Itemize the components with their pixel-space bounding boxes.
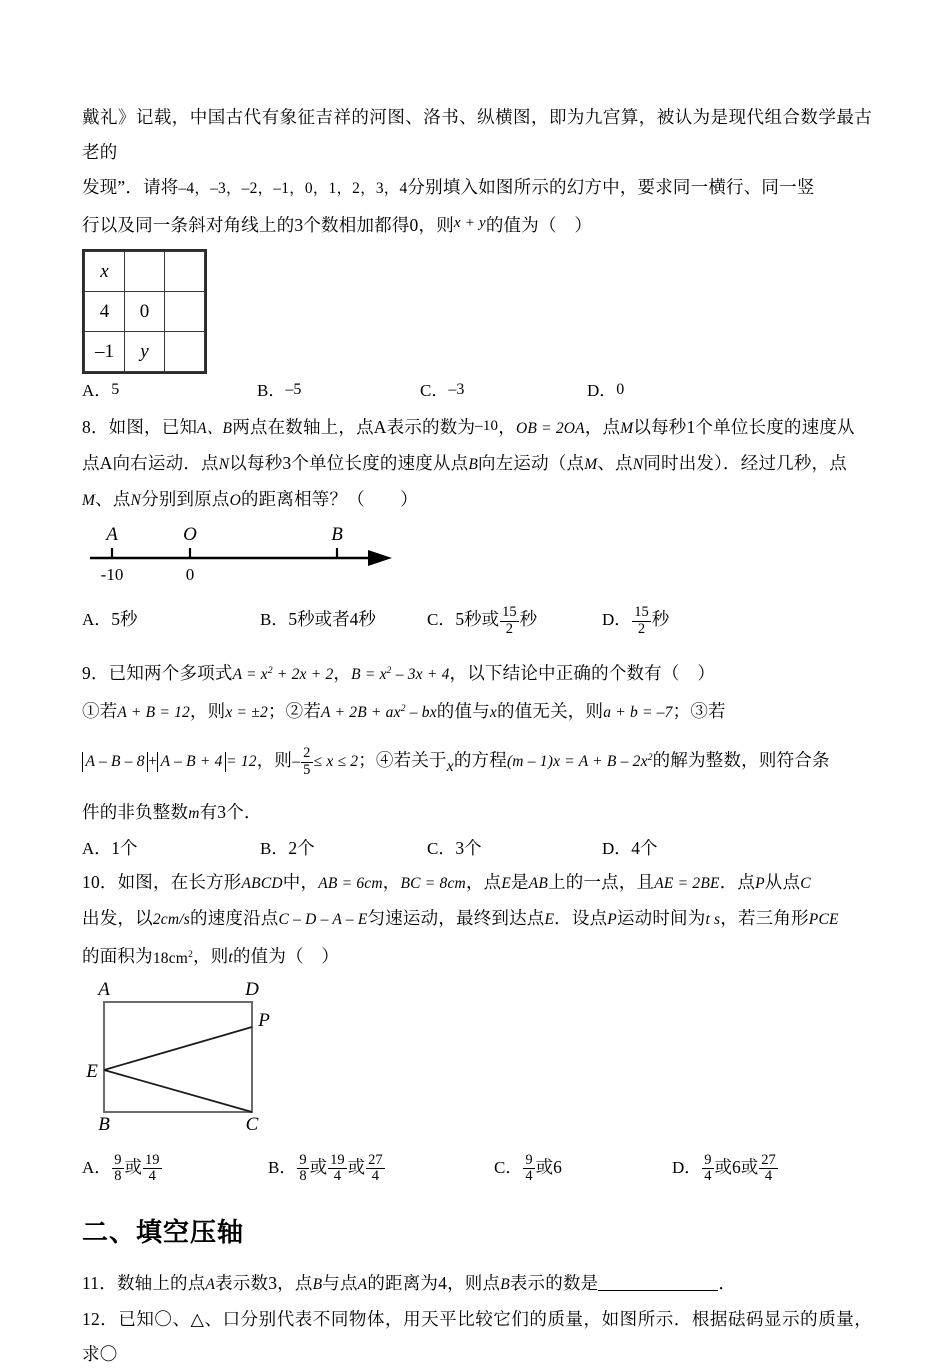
q9-item4-line2-b: 有3个． bbox=[199, 802, 262, 823]
q7-choice-c[interactable] bbox=[420, 373, 464, 408]
q8-choice-d[interactable] bbox=[602, 596, 669, 643]
q9-item2-mid2: 的值无关，则 bbox=[497, 701, 604, 722]
q8-line-2-d: 、点 bbox=[597, 453, 633, 473]
q7-choice-b-label: B． bbox=[257, 381, 286, 400]
q8-point-m: M bbox=[620, 420, 634, 437]
q8-point-m3: M bbox=[82, 492, 96, 509]
q9-item3-negative-sign: – bbox=[292, 753, 301, 771]
rect-label-d: D bbox=[245, 979, 259, 1000]
magic-square-border bbox=[82, 249, 207, 374]
q7-line-2-suffix: 分别填入如图所示的幻方中，要求同一横行、同一竖 bbox=[407, 177, 815, 197]
q8-line-3-b: 、点 bbox=[95, 489, 131, 509]
q10-line-1-g: ．点 bbox=[719, 872, 756, 893]
q9-item2-var-x: x bbox=[489, 704, 497, 722]
numberline-value-zero: 0 bbox=[185, 565, 195, 584]
q11-text-a: 数轴上的点 bbox=[116, 1272, 206, 1293]
q9-item1-solution: x = ±2 bbox=[225, 704, 268, 722]
q10-choice-b-label: B． bbox=[268, 1157, 297, 1177]
q10-time-t: t s bbox=[705, 911, 721, 929]
q10-choice-c-text: 或6 bbox=[535, 1156, 562, 1177]
q10-path: C – D – A – E bbox=[278, 911, 368, 929]
numberline-label-a: A bbox=[106, 524, 118, 545]
q11-point-a2: A bbox=[357, 1275, 368, 1293]
q12-line bbox=[82, 1302, 872, 1372]
q9-item3-range: ≤ x ≤ 2 bbox=[313, 753, 359, 771]
rect-label-c: C bbox=[245, 1113, 259, 1135]
q9-item1-prefix: ①若 bbox=[82, 701, 118, 722]
q11-text-d: 的距离为4，则点 bbox=[367, 1272, 501, 1293]
q10-triangle-pce: PCE bbox=[808, 911, 839, 929]
q10-a-f2-den: 4 bbox=[143, 1168, 162, 1185]
q9-item2-eq-part1: A + 2B + ax bbox=[321, 704, 401, 722]
q12-text: 已知〇、△、口分别代表不同物体，用天平比较它们的质量，如图所示．根据砝码显示的质量，求〇 bbox=[82, 1308, 872, 1364]
q7-magic-square-figure bbox=[82, 243, 872, 373]
q9-item3-abs-2: A – B + 4 bbox=[157, 752, 226, 771]
q9-item4-suffix: 的解为整数，则符合条 bbox=[652, 750, 830, 771]
q9-items-line-1 bbox=[82, 692, 872, 730]
q9-item2-expression bbox=[321, 704, 437, 721]
q8-choice-c-fraction bbox=[500, 605, 519, 637]
q8-number: 8． bbox=[82, 417, 109, 437]
q9-choice-d[interactable] bbox=[602, 831, 658, 866]
q10-area-value bbox=[153, 950, 193, 967]
q9-poly-a-exp: 2 bbox=[267, 666, 273, 676]
q8-line-3-d: 的距离相等？（ ） bbox=[240, 489, 418, 509]
q10-var-t: t bbox=[228, 949, 233, 967]
q10-line-3 bbox=[82, 937, 872, 975]
q8-value-neg10: –10 bbox=[475, 418, 499, 434]
q8-point-b: B bbox=[468, 456, 479, 473]
q9-item3-suffix: ； bbox=[358, 750, 376, 771]
q8-choice-b-label: B． bbox=[260, 610, 289, 629]
q7-choice-a-label: A． bbox=[82, 381, 112, 400]
q7-choice-d[interactable] bbox=[587, 373, 624, 408]
q10-c-f1-num: 9 bbox=[525, 1151, 533, 1168]
magic-square-row bbox=[85, 332, 205, 372]
q8-line-3-c: 分别到原点 bbox=[141, 489, 230, 509]
magic-square-row bbox=[85, 292, 205, 332]
rect-label-p: P bbox=[258, 1009, 270, 1031]
q10-choice-a-conj-1: 或 bbox=[124, 1156, 143, 1177]
q9-item3-frac-den: 5 bbox=[303, 762, 311, 778]
q9-choice-c[interactable] bbox=[427, 831, 482, 866]
section-2-heading: 二、填空压轴 bbox=[82, 1216, 245, 1247]
q10-relation-ae: AE = 2BE bbox=[654, 875, 720, 893]
q11-point-b2: B bbox=[500, 1275, 510, 1293]
q9-choice-a[interactable] bbox=[82, 831, 138, 866]
q9-item2-mid1: 的值与 bbox=[436, 701, 490, 722]
q9-item3-fraction bbox=[301, 746, 312, 778]
q9-item1-suffix: ； bbox=[267, 701, 286, 722]
q8-point-n: N bbox=[218, 456, 230, 473]
q11-answer-blank[interactable] bbox=[598, 1272, 718, 1291]
q7-choice-b[interactable] bbox=[257, 373, 301, 408]
q8-point-o: O bbox=[229, 492, 241, 509]
q9-choice-d-value: 4个 bbox=[631, 838, 658, 859]
q8-choice-a[interactable] bbox=[82, 596, 138, 643]
q8-line-2-a: 点A向右运动．点 bbox=[82, 453, 219, 473]
magic-cell-r3c1: –1 bbox=[85, 332, 125, 372]
q7-choice-a-value: 5 bbox=[111, 381, 120, 398]
q9-choice-c-value: 3个 bbox=[455, 838, 482, 859]
q8-line-1-d: ，点 bbox=[584, 417, 621, 437]
q10-d-f2-num: 27 bbox=[761, 1151, 776, 1168]
q10-choice-b-conj-2: 或 bbox=[347, 1156, 366, 1177]
q9-item3-frac-num: 2 bbox=[303, 745, 311, 762]
q10-line-3-a: 的面积为 bbox=[82, 946, 153, 967]
q9-poly-a-part2: + 2x + 2 bbox=[272, 666, 334, 684]
q9-item2-exp: 2 bbox=[400, 704, 406, 715]
q8-line-1 bbox=[82, 409, 872, 446]
q10-b-f1-num: 9 bbox=[299, 1151, 307, 1168]
magic-square-row bbox=[85, 252, 205, 292]
q8-line-3 bbox=[82, 482, 872, 518]
q10-line-1-f: 上的一点，且 bbox=[548, 872, 655, 893]
rectangle-svg bbox=[82, 980, 382, 1140]
q10-line-2-c: 匀速运动，最终到达点 bbox=[367, 908, 545, 929]
q10-d-f1-num: 9 bbox=[704, 1151, 712, 1168]
numberline-label-b: B bbox=[331, 524, 343, 545]
q10-line-1-b: 中， bbox=[282, 872, 319, 893]
q10-choice-b-frac-1 bbox=[297, 1153, 308, 1185]
q10-choice-d-frac-2 bbox=[759, 1153, 778, 1185]
q9-item3-abs-1: A – B – 8 bbox=[82, 752, 148, 771]
question-9-block bbox=[82, 654, 872, 865]
q7-line-3-suffix: 的值为（ ） bbox=[485, 215, 593, 235]
q7-line-3 bbox=[82, 206, 872, 243]
q8-line-1-e: 以每秒1个单位长度的速度从 bbox=[633, 417, 855, 437]
q10-line-2-b: 的速度沿点 bbox=[189, 908, 279, 929]
q10-moving-point-p: P bbox=[607, 911, 617, 929]
segment-ep bbox=[104, 1027, 252, 1070]
q9-item3-plus: + bbox=[148, 753, 158, 771]
q10-line-1-e: 是 bbox=[511, 872, 529, 893]
q10-segment-ab: AB bbox=[528, 875, 549, 893]
q11-text-f: ． bbox=[718, 1272, 737, 1293]
q8-choice-b-value: 5秒或者4秒 bbox=[288, 609, 376, 629]
q12-number: 12． bbox=[82, 1308, 119, 1329]
q8-line-1-b: 两点在数轴上，点A表示的数为 bbox=[232, 417, 476, 437]
document-content bbox=[82, 100, 872, 1372]
q11-text-b: 表示数3，点 bbox=[215, 1272, 313, 1293]
q11-point-a: A bbox=[205, 1275, 216, 1293]
q10-choice-b-frac-2 bbox=[328, 1153, 347, 1185]
q10-line-1-d: ，点 bbox=[465, 872, 502, 893]
q10-b-f3-den: 4 bbox=[366, 1168, 385, 1185]
q10-line-2-a: 出发，以 bbox=[82, 908, 153, 929]
rectangle-abcd bbox=[104, 1002, 252, 1112]
q9-item4-equation bbox=[507, 753, 653, 770]
q8-choice-c-prefix: 5秒或 bbox=[455, 609, 500, 629]
q10-point-e: E bbox=[501, 875, 512, 893]
q9-item4-prefix: ④若关于 bbox=[375, 750, 447, 771]
q8-choice-c-label: C． bbox=[427, 610, 456, 629]
q8-point-n3: N bbox=[130, 492, 142, 509]
segment-ec bbox=[104, 1070, 252, 1112]
q10-choice-c-frac-1 bbox=[523, 1153, 534, 1185]
rect-label-a: A bbox=[98, 979, 110, 1000]
q10-choice-b[interactable] bbox=[268, 1144, 386, 1191]
q10-point-p: P bbox=[755, 875, 765, 893]
q10-speed: 2cm/s bbox=[152, 911, 190, 929]
q10-b-f1-den: 8 bbox=[299, 1168, 307, 1185]
q8-line-2-e: 同时出发）．经过几秒，点 bbox=[643, 453, 847, 473]
q9-poly-b-part1: B = x bbox=[351, 666, 387, 684]
q9-line-1 bbox=[82, 654, 872, 692]
q10-rect-name: ABCD bbox=[241, 875, 283, 893]
q8-choices bbox=[82, 596, 872, 646]
q9-items-line-2 bbox=[82, 730, 872, 795]
q10-end-point-e: E bbox=[544, 911, 555, 929]
q10-point-c: C bbox=[800, 875, 811, 893]
q8-choice-b[interactable] bbox=[260, 596, 376, 643]
q10-line-1-h: 从点 bbox=[764, 872, 801, 893]
q9-choice-a-value: 1个 bbox=[111, 838, 138, 859]
q7-choice-b-value: –5 bbox=[285, 381, 302, 398]
q9-item4-mid: 的方程 bbox=[453, 750, 507, 771]
q8-choice-a-value: 5秒 bbox=[111, 609, 138, 629]
q9-items-line-3 bbox=[82, 795, 872, 831]
q10-measure-bc: BC = 8cm bbox=[400, 875, 466, 893]
q10-choice-a-frac-2 bbox=[143, 1153, 162, 1185]
q7-expression-xy: x + y bbox=[453, 215, 486, 231]
q8-choice-d-suffix: 秒 bbox=[651, 609, 670, 629]
q8-numberline-figure bbox=[82, 518, 872, 596]
numberline-label-o: O bbox=[183, 524, 197, 545]
q10-b-f3-num: 27 bbox=[368, 1151, 383, 1168]
q9-choice-d-label: D． bbox=[602, 839, 632, 859]
question-8-block bbox=[82, 409, 872, 646]
q9-item2-result: a + b = –7 bbox=[603, 704, 673, 722]
q9-item2-prefix: ②若 bbox=[285, 701, 322, 722]
magic-cell-r3c3 bbox=[165, 332, 205, 372]
q8-equation-ob: OB = 2OA bbox=[515, 420, 585, 437]
q8-line-2 bbox=[82, 446, 872, 482]
q10-number: 10． bbox=[82, 872, 118, 893]
q10-area-number: 18cm bbox=[152, 949, 189, 967]
q7-number-list: –4，–3，–2，–1，0，1，2，3，4 bbox=[178, 180, 408, 197]
q7-line-1 bbox=[82, 100, 872, 170]
q9-item1-mid: ，则 bbox=[189, 701, 226, 722]
q7-choice-a[interactable] bbox=[82, 373, 119, 408]
q9-poly-a-part1: A = x bbox=[232, 666, 268, 684]
q10-line-2-f: ，若三角形 bbox=[720, 908, 809, 929]
q9-item4-var-x: x bbox=[446, 758, 454, 776]
q10-line-2-e: 运动时间为 bbox=[616, 908, 706, 929]
q9-poly-b bbox=[351, 666, 449, 683]
q10-line-3-b: ，则 bbox=[193, 946, 229, 967]
magic-cell-r3c2: y bbox=[125, 332, 165, 372]
magic-cell-r1c3 bbox=[165, 252, 205, 292]
q10-choice-c[interactable] bbox=[494, 1144, 562, 1191]
q10-choice-d-frac-1 bbox=[702, 1153, 713, 1185]
q10-line-1-a: 如图，在长方形 bbox=[117, 872, 242, 893]
q10-a-f2-num: 19 bbox=[145, 1151, 160, 1168]
q8-choice-c-frac-den: 2 bbox=[500, 621, 519, 638]
q10-measure-ab: AB = 6cm bbox=[318, 875, 383, 893]
q8-choice-c-suffix: 秒 bbox=[519, 609, 538, 629]
q8-choice-d-frac-num: 15 bbox=[634, 603, 649, 620]
numberline-value-neg10: -10 bbox=[100, 565, 124, 584]
q9-number: 9． bbox=[82, 663, 109, 684]
q8-points-ab: A、B bbox=[197, 420, 233, 437]
q11-text-c: 与点 bbox=[322, 1272, 358, 1293]
rect-label-b: B bbox=[98, 1113, 110, 1135]
q9-item4-var-m: m bbox=[188, 805, 200, 823]
numberline-arrow-icon bbox=[368, 550, 392, 566]
q7-choice-c-value: –3 bbox=[448, 381, 465, 398]
magic-cell-r1c2 bbox=[125, 252, 165, 292]
q10-line-3-c: 的值为（ ） bbox=[232, 946, 340, 967]
magic-cell-r2c3 bbox=[165, 292, 205, 332]
magic-square-table bbox=[84, 251, 205, 372]
q10-line-2-d: ．设点 bbox=[554, 908, 608, 929]
q10-a-f1-num: 9 bbox=[114, 1151, 122, 1168]
q7-choice-c-label: C． bbox=[420, 381, 449, 400]
q10-rectangle-figure bbox=[82, 976, 872, 1144]
q10-area-exp: 2 bbox=[188, 949, 194, 960]
q10-choice-a-label: A． bbox=[82, 1157, 112, 1177]
q8-choice-d-frac-den: 2 bbox=[632, 621, 651, 638]
q9-item3-equals: = 12 bbox=[226, 753, 257, 771]
q7-choices bbox=[82, 373, 872, 409]
q10-d-f2-den: 4 bbox=[759, 1168, 778, 1185]
q9-item2-suffix: ； bbox=[672, 701, 691, 722]
q7-line-2 bbox=[82, 170, 872, 206]
q9-item2-eq-part2: – bx bbox=[405, 704, 437, 722]
q10-line-1 bbox=[82, 865, 872, 901]
q7-line-1-text: 戴礼》记载，中国古代有象征吉祥的河图、洛书、纵横图，即为九宫算，被认为是现代组合数学最古老的 bbox=[82, 107, 872, 162]
magic-cell-r2c2: 0 bbox=[125, 292, 165, 332]
q11-text-e: 表示的数是 bbox=[509, 1272, 599, 1293]
question-10-block bbox=[82, 865, 872, 1193]
q7-line-2-prefix: 发现”．请将 bbox=[82, 177, 179, 197]
q9-choice-b[interactable] bbox=[260, 831, 315, 866]
q8-point-n2: N bbox=[632, 456, 644, 473]
q10-b-f2-num: 19 bbox=[330, 1151, 345, 1168]
q8-line-1-c: ， bbox=[498, 417, 516, 437]
q7-choice-d-value: 0 bbox=[616, 381, 625, 398]
question-7-block bbox=[82, 100, 872, 409]
q10-choice-a-frac-1 bbox=[112, 1153, 123, 1185]
magic-cell-r2c1: 4 bbox=[85, 292, 125, 332]
rect-label-e: E bbox=[86, 1060, 98, 1082]
q8-choice-d-label: D． bbox=[602, 610, 632, 629]
q8-choice-d-fraction bbox=[632, 605, 651, 637]
q10-choice-c-label: C． bbox=[494, 1157, 523, 1177]
q10-choice-b-frac-3 bbox=[366, 1153, 385, 1185]
q9-choices bbox=[82, 831, 872, 865]
numberline-svg bbox=[82, 518, 412, 596]
q10-line-1-c: ， bbox=[382, 872, 401, 893]
q10-d-f1-den: 4 bbox=[704, 1168, 712, 1185]
q9-item1-equation: A + B = 12 bbox=[117, 704, 190, 722]
q9-choice-b-value: 2个 bbox=[288, 838, 315, 859]
q11-point-b: B bbox=[312, 1275, 323, 1293]
q8-choice-c[interactable] bbox=[427, 596, 537, 643]
q9-poly-a bbox=[233, 666, 334, 683]
q8-point-m2: M bbox=[584, 456, 598, 473]
magic-cell-r1c1: x bbox=[85, 252, 125, 292]
q10-choice-d-label: D． bbox=[672, 1157, 702, 1177]
q9-choice-c-label: C． bbox=[427, 839, 456, 859]
q9-poly-b-exp: 2 bbox=[386, 666, 392, 676]
q8-choice-c-frac-num: 15 bbox=[502, 603, 517, 620]
q8-line-2-b: 以每秒3个单位长度的速度从点 bbox=[229, 453, 469, 473]
q10-b-f2-den: 4 bbox=[328, 1168, 347, 1185]
q9-item3-prefix: ③若 bbox=[690, 701, 726, 722]
q10-choice-a[interactable] bbox=[82, 1144, 163, 1191]
q8-line-2-c: 向左运动（点 bbox=[478, 453, 585, 473]
q10-choice-b-conj-1: 或 bbox=[309, 1156, 328, 1177]
q9-item4-line2-a: 件的非负整数 bbox=[82, 802, 189, 823]
q10-a-f1-den: 8 bbox=[114, 1168, 122, 1185]
q9-item4-exp: 2 bbox=[647, 753, 653, 764]
q9-item3-mid: ，则 bbox=[256, 750, 293, 771]
q9-poly-b-part2: – 3x + 4 bbox=[391, 666, 450, 684]
q10-choices bbox=[82, 1144, 872, 1194]
q9-comma-1: ， bbox=[333, 663, 352, 684]
q10-line-2 bbox=[82, 901, 872, 937]
q10-c-f1-den: 4 bbox=[525, 1168, 533, 1185]
q8-line-1-a: 如图，已知 bbox=[108, 417, 198, 437]
q10-choice-d[interactable] bbox=[672, 1144, 779, 1191]
q9-choice-a-label: A． bbox=[82, 839, 112, 859]
q7-line-3-prefix: 行以及同一条斜对角线上的3个数相加都得0，则 bbox=[82, 215, 454, 235]
q11-number: 11． bbox=[82, 1272, 117, 1293]
q9-item4-eq-part1: (m – 1)x = A + B – 2x bbox=[506, 753, 648, 771]
q9-choice-b-label: B． bbox=[260, 839, 289, 859]
q9-line-1-a: 已知两个多项式 bbox=[108, 663, 233, 684]
q9-line-1-b: ，以下结论中正确的个数有（ ） bbox=[449, 663, 716, 684]
q10-choice-d-text: 或6或 bbox=[714, 1156, 759, 1177]
q11-line bbox=[82, 1266, 872, 1302]
q8-choice-a-label: A． bbox=[82, 610, 112, 629]
q7-choice-d-label: D． bbox=[587, 381, 617, 400]
